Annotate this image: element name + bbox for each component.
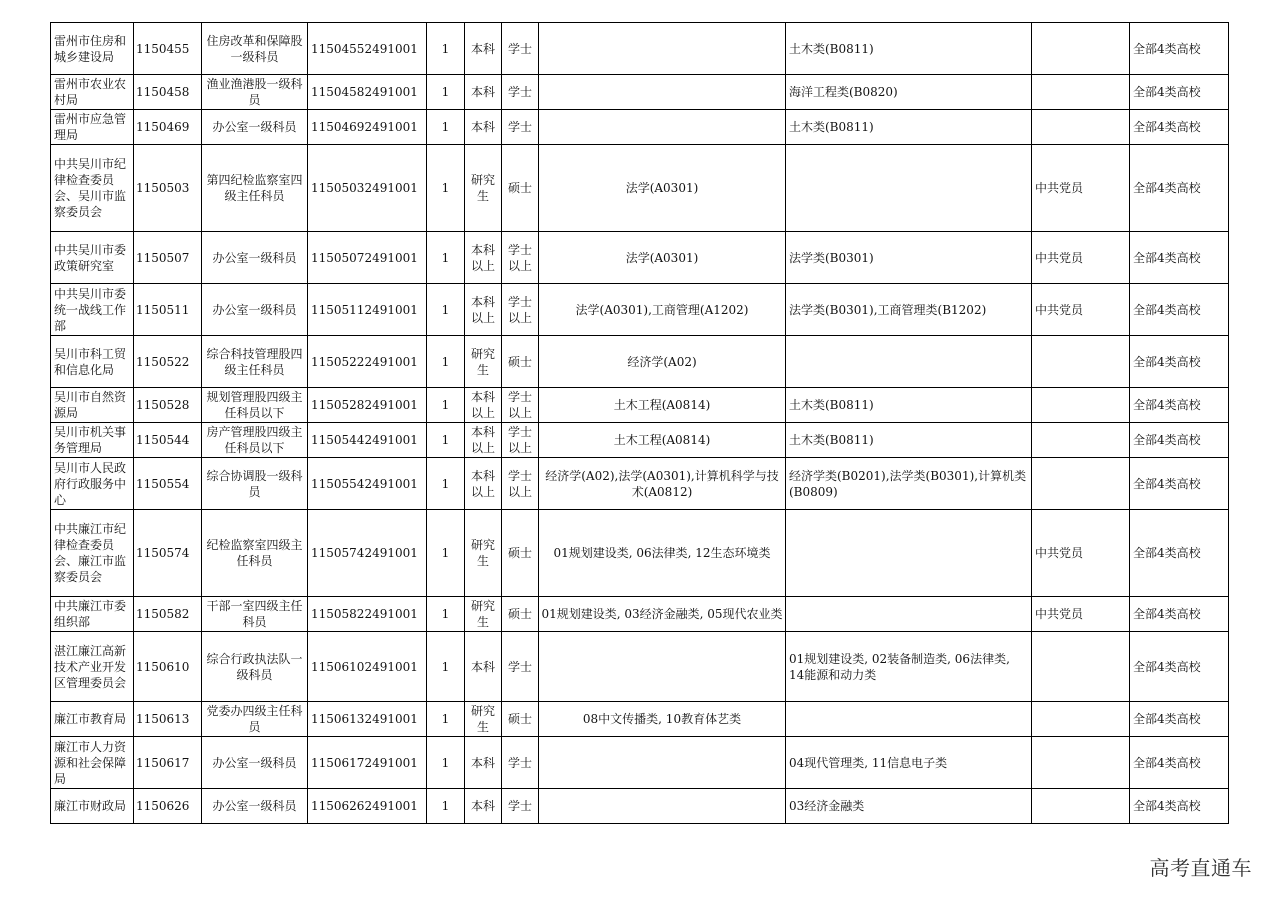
- employer-code-cell: 1150503: [134, 145, 202, 232]
- undergraduate-major-cell: 01规划建设类, 02装备制造类, 06法律类, 14能源和动力类: [786, 632, 1032, 702]
- undergraduate-major-cell: 经济学类(B0201),法学类(B0301),计算机类(B0809): [786, 458, 1032, 510]
- education-cell: 研究生: [465, 336, 502, 388]
- position-name-cell: 综合行政执法队一级科员: [202, 632, 308, 702]
- other-requirement-cell: [1032, 23, 1130, 75]
- employer-name-cell: 湛江廉江高新技术产业开发区管理委员会: [51, 632, 134, 702]
- school-scope-cell: 全部4类高校: [1130, 789, 1229, 824]
- undergraduate-major-cell: 土木类(B0811): [786, 110, 1032, 145]
- table-row: [51, 458, 1229, 510]
- position-name-cell: 纪检监察室四级主任科员: [202, 510, 308, 597]
- postgraduate-major-cell: 08中文传播类, 10教育体艺类: [539, 702, 786, 737]
- employer-code-cell: 1150522: [134, 336, 202, 388]
- degree-cell: 硕士: [502, 336, 539, 388]
- table-row: [51, 75, 1229, 110]
- position-code-cell: 11504582491001: [308, 75, 427, 110]
- employer-name-cell: 廉江市人力资源和社会保障局: [51, 737, 134, 789]
- employer-name-cell: 中共廉江市纪律检查委员会、廉江市监察委员会: [51, 510, 134, 597]
- employer-code-cell: 1150507: [134, 232, 202, 284]
- position-name-cell: 办公室一级科员: [202, 737, 308, 789]
- postgraduate-major-cell: [539, 737, 786, 789]
- recruit-count-cell: 1: [427, 702, 465, 737]
- recruit-count-cell: 1: [427, 110, 465, 145]
- position-code-cell: 11505032491001: [308, 145, 427, 232]
- school-scope-cell: 全部4类高校: [1130, 510, 1229, 597]
- employer-name-cell: 中共吴川市委政策研究室: [51, 232, 134, 284]
- postgraduate-major-cell: 土木工程(A0814): [539, 388, 786, 423]
- employer-name-cell: 中共吴川市委统一战线工作部: [51, 284, 134, 336]
- employer-code-cell: 1150469: [134, 110, 202, 145]
- table-row: [51, 145, 1229, 232]
- position-code-cell: 11505742491001: [308, 510, 427, 597]
- job-listing-table: [50, 22, 1229, 824]
- employer-name-cell: 吴川市科工贸和信息化局: [51, 336, 134, 388]
- postgraduate-major-cell: [539, 789, 786, 824]
- position-code-cell: 11505222491001: [308, 336, 427, 388]
- degree-cell: 学士: [502, 737, 539, 789]
- employer-name-cell: 中共廉江市委组织部: [51, 597, 134, 632]
- other-requirement-cell: [1032, 110, 1130, 145]
- school-scope-cell: 全部4类高校: [1130, 388, 1229, 423]
- other-requirement-cell: [1032, 75, 1130, 110]
- school-scope-cell: 全部4类高校: [1130, 458, 1229, 510]
- undergraduate-major-cell: 03经济金融类: [786, 789, 1032, 824]
- postgraduate-major-cell: 土木工程(A0814): [539, 423, 786, 458]
- recruit-count-cell: 1: [427, 510, 465, 597]
- education-cell: 本科以上: [465, 284, 502, 336]
- table-row: [51, 336, 1229, 388]
- position-name-cell: 房产管理股四级主任科员以下: [202, 423, 308, 458]
- degree-cell: 学士以上: [502, 284, 539, 336]
- recruit-count-cell: 1: [427, 284, 465, 336]
- position-code-cell: 11505542491001: [308, 458, 427, 510]
- employer-code-cell: 1150528: [134, 388, 202, 423]
- school-scope-cell: 全部4类高校: [1130, 336, 1229, 388]
- education-cell: 本科: [465, 75, 502, 110]
- other-requirement-cell: 中共党员: [1032, 597, 1130, 632]
- postgraduate-major-cell: 经济学(A02): [539, 336, 786, 388]
- table-row: [51, 110, 1229, 145]
- employer-name-cell: 中共吴川市纪律检查委员会、吴川市监察委员会: [51, 145, 134, 232]
- postgraduate-major-cell: 法学(A0301),工商管理(A1202): [539, 284, 786, 336]
- degree-cell: 学士: [502, 110, 539, 145]
- other-requirement-cell: [1032, 737, 1130, 789]
- recruit-count-cell: 1: [427, 145, 465, 232]
- table-row: [51, 510, 1229, 597]
- position-name-cell: 综合科技管理股四级主任科员: [202, 336, 308, 388]
- employer-code-cell: 1150613: [134, 702, 202, 737]
- recruit-count-cell: 1: [427, 423, 465, 458]
- education-cell: 本科以上: [465, 458, 502, 510]
- education-cell: 本科: [465, 737, 502, 789]
- employer-code-cell: 1150582: [134, 597, 202, 632]
- other-requirement-cell: [1032, 388, 1130, 423]
- table-row: [51, 232, 1229, 284]
- employer-code-cell: 1150610: [134, 632, 202, 702]
- school-scope-cell: 全部4类高校: [1130, 632, 1229, 702]
- position-name-cell: 办公室一级科员: [202, 789, 308, 824]
- recruit-count-cell: 1: [427, 75, 465, 110]
- recruit-count-cell: 1: [427, 232, 465, 284]
- other-requirement-cell: [1032, 702, 1130, 737]
- education-cell: 本科: [465, 632, 502, 702]
- position-name-cell: 办公室一级科员: [202, 232, 308, 284]
- undergraduate-major-cell: [786, 145, 1032, 232]
- employer-code-cell: 1150511: [134, 284, 202, 336]
- postgraduate-major-cell: 法学(A0301): [539, 145, 786, 232]
- degree-cell: 学士: [502, 789, 539, 824]
- other-requirement-cell: 中共党员: [1032, 232, 1130, 284]
- table-row: [51, 789, 1229, 824]
- education-cell: 本科以上: [465, 423, 502, 458]
- position-code-cell: 11506172491001: [308, 737, 427, 789]
- degree-cell: 学士以上: [502, 458, 539, 510]
- other-requirement-cell: [1032, 789, 1130, 824]
- recruit-count-cell: 1: [427, 597, 465, 632]
- employer-name-cell: 吴川市机关事务管理局: [51, 423, 134, 458]
- position-name-cell: 第四纪检监察室四级主任科员: [202, 145, 308, 232]
- undergraduate-major-cell: 海洋工程类(B0820): [786, 75, 1032, 110]
- position-code-cell: 11506262491001: [308, 789, 427, 824]
- postgraduate-major-cell: [539, 632, 786, 702]
- recruit-count-cell: 1: [427, 23, 465, 75]
- position-code-cell: 11506132491001: [308, 702, 427, 737]
- education-cell: 研究生: [465, 145, 502, 232]
- undergraduate-major-cell: 土木类(B0811): [786, 423, 1032, 458]
- recruit-count-cell: 1: [427, 458, 465, 510]
- position-name-cell: 规划管理股四级主任科员以下: [202, 388, 308, 423]
- degree-cell: 学士: [502, 632, 539, 702]
- position-code-cell: 11505442491001: [308, 423, 427, 458]
- employer-code-cell: 1150554: [134, 458, 202, 510]
- position-code-cell: 11504692491001: [308, 110, 427, 145]
- position-name-cell: 住房改革和保障股一级科员: [202, 23, 308, 75]
- school-scope-cell: 全部4类高校: [1130, 284, 1229, 336]
- school-scope-cell: 全部4类高校: [1130, 75, 1229, 110]
- recruit-count-cell: 1: [427, 632, 465, 702]
- undergraduate-major-cell: 土木类(B0811): [786, 23, 1032, 75]
- degree-cell: 学士: [502, 23, 539, 75]
- employer-code-cell: 1150574: [134, 510, 202, 597]
- undergraduate-major-cell: 土木类(B0811): [786, 388, 1032, 423]
- school-scope-cell: 全部4类高校: [1130, 737, 1229, 789]
- education-cell: 研究生: [465, 597, 502, 632]
- employer-name-cell: 廉江市财政局: [51, 789, 134, 824]
- table-row: [51, 702, 1229, 737]
- education-cell: 研究生: [465, 702, 502, 737]
- employer-name-cell: 雷州市住房和城乡建设局: [51, 23, 134, 75]
- degree-cell: 学士: [502, 75, 539, 110]
- school-scope-cell: 全部4类高校: [1130, 110, 1229, 145]
- postgraduate-major-cell: [539, 23, 786, 75]
- recruit-count-cell: 1: [427, 336, 465, 388]
- table-row: [51, 284, 1229, 336]
- recruit-count-cell: 1: [427, 737, 465, 789]
- position-code-cell: 11506102491001: [308, 632, 427, 702]
- postgraduate-major-cell: [539, 75, 786, 110]
- education-cell: 研究生: [465, 510, 502, 597]
- employer-code-cell: 1150455: [134, 23, 202, 75]
- education-cell: 本科: [465, 23, 502, 75]
- table-row: [51, 737, 1229, 789]
- table-row: [51, 632, 1229, 702]
- position-name-cell: 干部一室四级主任科员: [202, 597, 308, 632]
- undergraduate-major-cell: 04现代管理类, 11信息电子类: [786, 737, 1032, 789]
- education-cell: 本科以上: [465, 232, 502, 284]
- postgraduate-major-cell: [539, 110, 786, 145]
- degree-cell: 硕士: [502, 597, 539, 632]
- postgraduate-major-cell: 经济学(A02),法学(A0301),计算机科学与技术(A0812): [539, 458, 786, 510]
- other-requirement-cell: 中共党员: [1032, 145, 1130, 232]
- education-cell: 本科: [465, 110, 502, 145]
- employer-name-cell: 雷州市农业农村局: [51, 75, 134, 110]
- recruit-count-cell: 1: [427, 789, 465, 824]
- table-row: [51, 388, 1229, 423]
- position-code-cell: 11505822491001: [308, 597, 427, 632]
- table-row: [51, 23, 1229, 75]
- other-requirement-cell: 中共党员: [1032, 284, 1130, 336]
- position-name-cell: 党委办四级主任科员: [202, 702, 308, 737]
- degree-cell: 硕士: [502, 702, 539, 737]
- school-scope-cell: 全部4类高校: [1130, 702, 1229, 737]
- education-cell: 本科以上: [465, 388, 502, 423]
- degree-cell: 学士以上: [502, 388, 539, 423]
- school-scope-cell: 全部4类高校: [1130, 232, 1229, 284]
- position-name-cell: 渔业渔港股一级科员: [202, 75, 308, 110]
- table-row: [51, 597, 1229, 632]
- employer-code-cell: 1150458: [134, 75, 202, 110]
- position-code-cell: 11505112491001: [308, 284, 427, 336]
- watermark-text: 高考直通车: [1149, 856, 1252, 880]
- employer-name-cell: 吴川市人民政府行政服务中心: [51, 458, 134, 510]
- position-code-cell: 11505282491001: [308, 388, 427, 423]
- postgraduate-major-cell: 法学(A0301): [539, 232, 786, 284]
- undergraduate-major-cell: [786, 702, 1032, 737]
- degree-cell: 学士以上: [502, 232, 539, 284]
- school-scope-cell: 全部4类高校: [1130, 145, 1229, 232]
- undergraduate-major-cell: [786, 336, 1032, 388]
- education-cell: 本科: [465, 789, 502, 824]
- undergraduate-major-cell: [786, 597, 1032, 632]
- other-requirement-cell: [1032, 458, 1130, 510]
- employer-code-cell: 1150544: [134, 423, 202, 458]
- employer-code-cell: 1150626: [134, 789, 202, 824]
- position-name-cell: 综合协调股一级科员: [202, 458, 308, 510]
- school-scope-cell: 全部4类高校: [1130, 23, 1229, 75]
- degree-cell: 硕士: [502, 145, 539, 232]
- employer-name-cell: 吴川市自然资源局: [51, 388, 134, 423]
- position-name-cell: 办公室一级科员: [202, 284, 308, 336]
- employer-name-cell: 雷州市应急管理局: [51, 110, 134, 145]
- other-requirement-cell: 中共党员: [1032, 510, 1130, 597]
- position-name-cell: 办公室一级科员: [202, 110, 308, 145]
- undergraduate-major-cell: [786, 510, 1032, 597]
- school-scope-cell: 全部4类高校: [1130, 597, 1229, 632]
- undergraduate-major-cell: 法学类(B0301): [786, 232, 1032, 284]
- other-requirement-cell: [1032, 423, 1130, 458]
- other-requirement-cell: [1032, 632, 1130, 702]
- employer-name-cell: 廉江市教育局: [51, 702, 134, 737]
- table-body: [51, 23, 1229, 824]
- table-row: [51, 423, 1229, 458]
- degree-cell: 硕士: [502, 510, 539, 597]
- postgraduate-major-cell: 01规划建设类, 03经济金融类, 05现代农业类: [539, 597, 786, 632]
- school-scope-cell: 全部4类高校: [1130, 423, 1229, 458]
- employer-code-cell: 1150617: [134, 737, 202, 789]
- degree-cell: 学士以上: [502, 423, 539, 458]
- other-requirement-cell: [1032, 336, 1130, 388]
- undergraduate-major-cell: 法学类(B0301),工商管理类(B1202): [786, 284, 1032, 336]
- position-code-cell: 11504552491001: [308, 23, 427, 75]
- recruit-count-cell: 1: [427, 388, 465, 423]
- position-code-cell: 11505072491001: [308, 232, 427, 284]
- postgraduate-major-cell: 01规划建设类, 06法律类, 12生态环境类: [539, 510, 786, 597]
